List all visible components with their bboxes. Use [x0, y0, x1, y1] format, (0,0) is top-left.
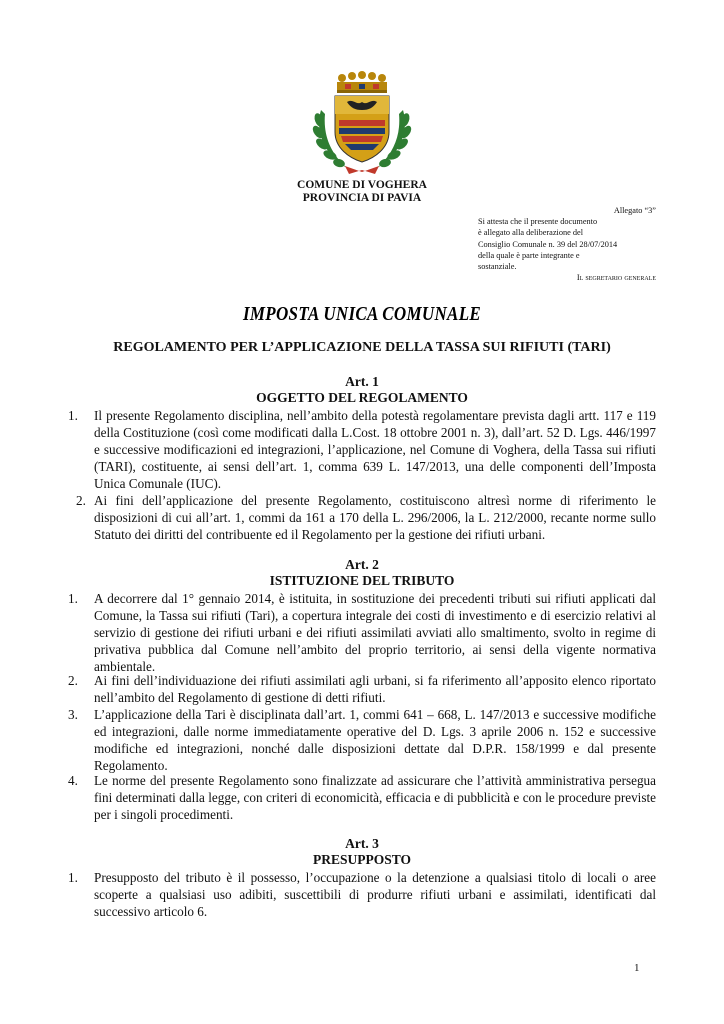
attestation-signature: Il segretario generale: [576, 273, 656, 283]
attestation-line: Consiglio Comunale n. 39 del 28/07/2014: [478, 239, 618, 249]
paragraph-number: 4.: [68, 773, 78, 788]
ribbon-icon: [345, 166, 379, 174]
attestation-line: Si attesta che il presente documento: [478, 217, 598, 227]
paragraph-text: Presupposto del tributo è il possesso, l’occupazione o la detenzione a qualsiasi titolo di locali o aree scoperte a qualsiasi uso adibiti, suscettibili di produrre rifiuti urbani e assimilati, identificati dal successivo articolo 6.: [94, 870, 656, 919]
coat-of-arms-emblem: [309, 70, 415, 178]
paragraph-number: 1.: [68, 591, 78, 606]
municipality-heading: [262, 179, 462, 205]
paragraph-number: 1.: [68, 408, 78, 423]
article-number: Art. 1: [345, 374, 379, 389]
paragraph-number: 2.: [68, 673, 78, 688]
paragraph-text: L’applicazione della Tari è disciplinata dall’art. 1, commi 641 – 668, L. 147/2013 e successive modifiche ed integrazioni, dalle norme immediatamente operative del D. Lgs. 3 aprile 2006 n. 152 e successive modifiche ed integrazioni, nonché dalle disposizioni dettate dal D.P.R. 158/1999 e dal presente Regolamento.: [94, 707, 656, 773]
attestation-line: della quale è parte integrante e: [478, 250, 580, 260]
article-title: ISTITUZIONE DEL TRIBUTO: [269, 573, 455, 588]
paragraph-number: 1.: [68, 870, 78, 885]
document-subtitle: REGOLAMENTO PER L’APPLICAZIONE DELLA TASSA SUI RIFIUTI (TARI): [113, 340, 611, 355]
attestation-note: [478, 205, 656, 283]
document-main-title: IMPOSTA UNICA COMUNALE: [242, 302, 482, 325]
paragraph-text: Le norme del presente Regolamento sono finalizzate ad assicurare che l’attività amministrativa persegua fini determinati dalla legge, con criteri di economicità, efficacia e di pubblicità e con le procedure previste per i singoli procedimenti.: [94, 773, 656, 822]
municipality-name: COMUNE DI VOGHERA: [297, 179, 427, 191]
crown-icon: [337, 71, 387, 93]
article-number: Art. 2: [345, 557, 379, 572]
shield-icon: [335, 96, 389, 162]
province-name: PROVINCIA DI PAVIA: [302, 192, 422, 204]
paragraph-text: Il presente Regolamento disciplina, nell’ambito della potestà regolamentare prevista dagli artt. 117 e 119 della Costituzione (così come modificati dalla L.Cost. 18 ottobre 2001 n. 3), dall’art. 52 D. Lgs. 446/1997 e successive modificazioni ed integrazioni, l’applicazione, nel Comune di Voghera, della Tassa sui rifiuti (TARI), costituente, ai sensi dell’art. 1, comma 639 L. 147/2013, una delle componenti dell’Imposta Unica Comunale (IUC).: [94, 408, 656, 491]
attestation-line: è allegato alla deliberazione del: [478, 228, 584, 238]
paragraph-text: A decorrere dal 1° gennaio 2014, è istituita, in sostituzione dei precedenti tributi sui rifiuti applicati dal Comune, la Tassa sui rifiuti (Tari), a copertura integrale dei costi di investimento e di esercizio relativi al servizio di gestione dei rifiuti urbani e dei rifiuti assimilati avviati allo smaltimento, svolto in regime di privativa pubblica dal Comune nell’ambito del proprio territorio, ai sensi della vigente normativa ambientale.: [94, 591, 656, 674]
paragraph-number: 2.: [76, 493, 86, 508]
paragraph-number: 3.: [68, 707, 78, 722]
paragraph-text: Ai fini dell’applicazione del presente Regolamento, costituiscono altresì norme di riferimento le disposizioni di cui all’art. 1, commi da 161 a 170 della L. 296/2006, la L. 212/2000, recante norme sullo Statuto dei diritti del contribuente ed il Regolamento per la gestione dei rifiuti urbani.: [94, 493, 656, 542]
attestation-line: sostanziale.: [478, 262, 517, 272]
paragraph-text: Ai fini dell’individuazione dei rifiuti assimilati agli urbani, si fa riferimento all’apposito elenco riportato nell’ambito del Regolamento di gestione di detti rifiuti.: [94, 673, 656, 705]
article-number: Art. 3: [345, 836, 379, 851]
article-title: PRESUPPOSTO: [312, 852, 412, 867]
attestation-title: Allegato “3”: [613, 206, 656, 215]
article-title: OGGETTO DEL REGOLAMENTO: [256, 390, 468, 405]
page-number: 1: [634, 962, 640, 974]
